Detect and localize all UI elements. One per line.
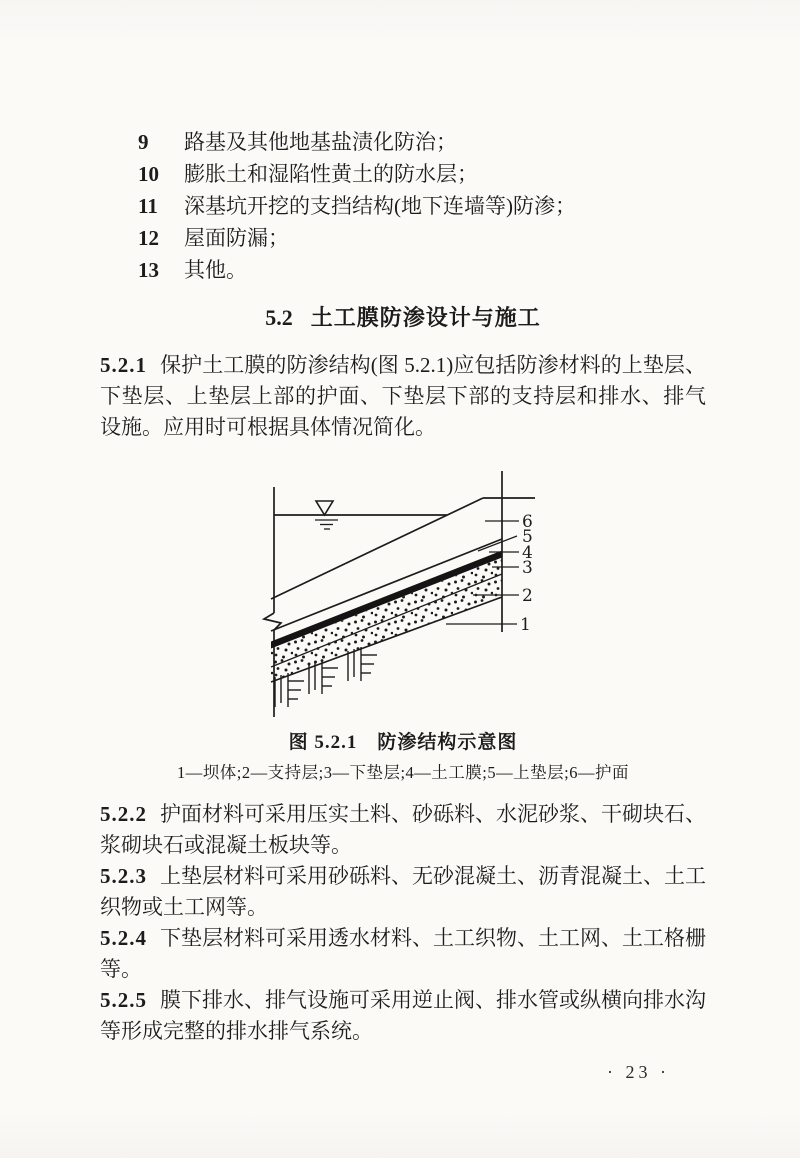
page-number: · 23 ·: [607, 1062, 670, 1082]
list-item: [138, 158, 706, 190]
numbered-list: [100, 126, 706, 286]
clause-text: 上垫层材料可采用砂砾料、无砂混凝土、沥青混凝土、土工织物或土工网等。: [100, 864, 706, 919]
seepage-structure-diagram: [233, 459, 573, 725]
clause-text: 保护土工膜的防渗结构(图 5.2.1)应包括防渗材料的上垫层、下垫层、上垫层上部的护面、下垫层下部的支持层和排水、排气设施。应用时可根据具体情况简化。: [100, 353, 706, 439]
diagram-label-1: 1: [520, 615, 531, 635]
list-item-number: 13: [138, 258, 159, 282]
section-heading: [100, 301, 706, 335]
clause-number: 5.2.3: [100, 864, 147, 888]
page-content: [100, 0, 706, 1047]
list-item-text: 深基坑开挖的支挡结构(地下连墙等)防渗；: [184, 194, 576, 218]
clause-paragraph-521: [100, 350, 706, 443]
list-item-number: 9: [138, 130, 149, 154]
clause-text: 下垫层材料可采用透水材料、土工织物、土工网、土工格栅等。: [100, 926, 706, 981]
clause-paragraph-524: [100, 923, 706, 985]
clause-text: 膜下排水、排气设施可采用逆止阀、排水管或纵横向排水沟等形成完整的排水排气系统。: [100, 988, 706, 1043]
clause-number: 5.2.1: [100, 353, 147, 377]
clause-number: 5.2.5: [100, 988, 147, 1012]
diagram-label-5: 5: [522, 527, 533, 547]
figure-legend: 1—坝体;2—支持层;3—下垫层;4—土工膜;5—上垫层;6—护面: [177, 763, 629, 782]
list-item-text: 屋面防漏；: [184, 226, 289, 250]
list-item: [138, 190, 706, 222]
section-title: 土工膜防渗设计与施工: [310, 305, 541, 330]
slope-layers: [271, 498, 502, 682]
lower-bedding-layer: [271, 558, 502, 668]
figure-caption: 图 5.2.1 防渗结构示意图: [288, 732, 518, 753]
clause-number: 5.2.2: [100, 802, 147, 826]
clauses-block: [100, 799, 706, 1047]
list-item-number: 12: [138, 226, 159, 250]
diagram-label-6: 6: [522, 512, 533, 532]
section-number: 5.2: [265, 305, 293, 330]
list-item-number: 11: [138, 194, 158, 218]
diagram-label-2: 2: [522, 586, 533, 606]
list-item-text: 膨胀土和湿陷性黄土的防水层；: [184, 162, 478, 186]
diagram-label-3: 3: [522, 558, 533, 578]
clause-paragraph-525: [100, 985, 706, 1047]
list-item-text: 路基及其他地基盐渍化防治；: [184, 130, 457, 154]
list-item: [138, 222, 706, 254]
figure-5-2-1: [100, 459, 706, 785]
list-item: [138, 126, 706, 158]
water-level-icon: [274, 501, 447, 529]
clause-number: 5.2.4: [100, 926, 147, 950]
clause-paragraph-522: [100, 799, 706, 861]
list-item-text: 其他。: [184, 258, 247, 282]
diagram-label-4: 4: [522, 543, 533, 563]
list-item: [138, 254, 706, 286]
list-item-number: 10: [138, 162, 159, 186]
clause-paragraph-523: [100, 861, 706, 923]
clause-text: 护面材料可采用压实土料、砂砾料、水泥砂浆、干砌块石、浆砌块石或混凝土板块等。: [100, 802, 706, 857]
